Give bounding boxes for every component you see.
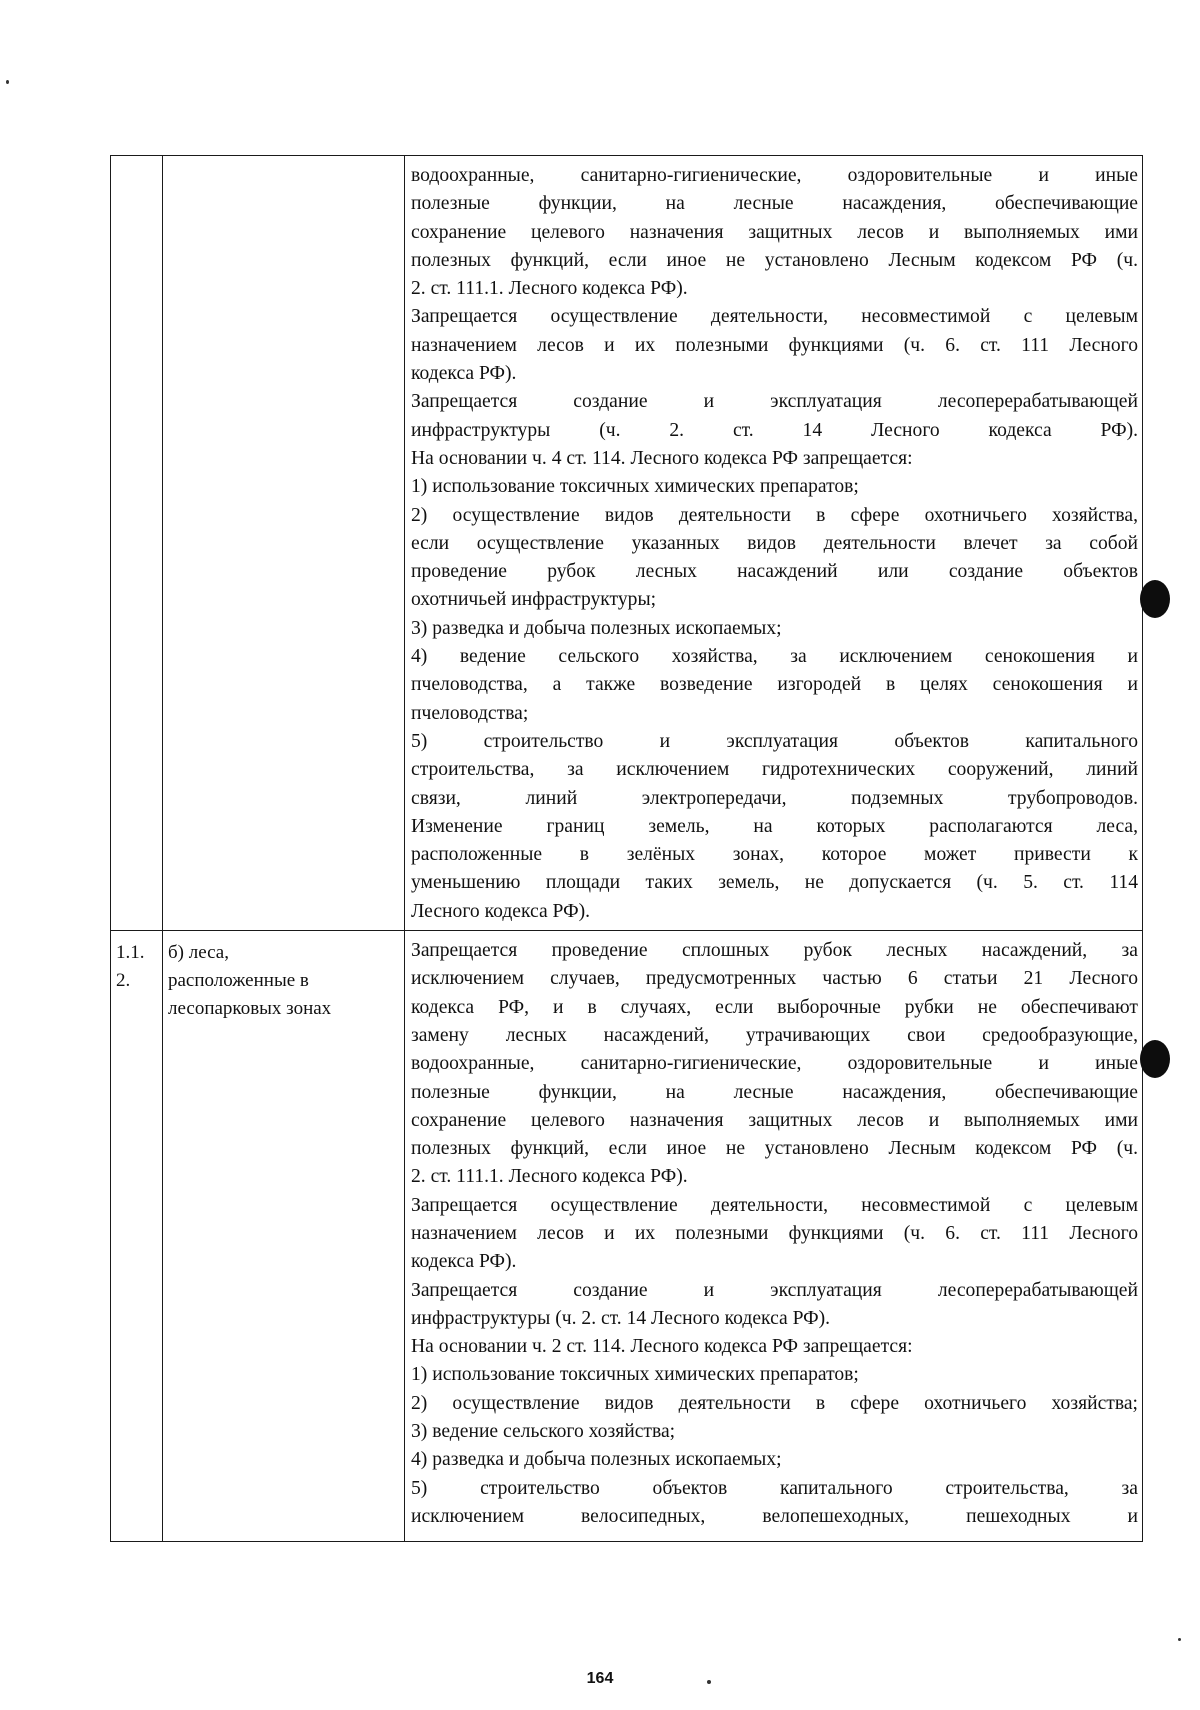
text-line: замену лесных насаждений, утрачивающих свои средообразующие,	[411, 1024, 1138, 1046]
text-line: инфраструктуры (ч. 2. ст. 14 Лесного кодекса РФ).	[411, 419, 1138, 441]
scan-speck	[6, 80, 9, 84]
text-line: исключением велосипедных, велопешеходных, пешеходных и	[411, 1505, 1138, 1527]
text-line: Запрещается осуществление деятельности, несовместимой с целевым	[411, 1194, 1138, 1216]
text-line: На основании ч. 4 ст. 114. Лесного кодекса РФ запрещается:	[411, 447, 913, 469]
text-line: охотничьей инфраструктуры;	[411, 589, 657, 611]
text-line: 4) ведение сельского хозяйства, за исключением сенокошения и	[411, 646, 1138, 668]
text-line: Лесного кодекса РФ).	[411, 900, 591, 922]
text-line: На основании ч. 2 ст. 114. Лесного кодекса РФ запрещается:	[411, 1336, 913, 1358]
text-line: если осуществление указанных видов деятельности влечет за собой	[411, 532, 1138, 554]
text-line: 2) осуществление видов деятельности в сфере охотничьего хозяйства,	[411, 504, 1138, 526]
table-row	[111, 931, 1143, 1542]
text-line: 4) разведка и добыча полезных ископаемых;	[411, 1449, 782, 1471]
text-line: Запрещается проведение сплошных рубок лесных насаждений, за	[411, 940, 1138, 962]
text-line: водоохранные, санитарно-гигиенические, оздоровительные и иные	[411, 165, 1138, 186]
text-line: сохранение целевого назначения защитных лесов и выполняемых ими	[411, 1109, 1138, 1131]
category-name-line: лесопарковых зонах	[168, 998, 332, 1020]
text-line: 2. ст. 111.1. Лесного кодекса РФ).	[411, 278, 688, 300]
text-line: 5) строительство объектов капитального строительства, за	[411, 1477, 1138, 1499]
category-name-line: б) леса,	[168, 942, 229, 964]
text-line: назначением лесов и их полезными функциями (ч. 6. ст. 111 Лесного	[411, 1222, 1138, 1244]
text-line: сохранение целевого назначения защитных лесов и выполняемых ими	[411, 221, 1138, 243]
text-line: кодекса РФ).	[411, 1251, 517, 1273]
page-number: 164	[586, 1670, 614, 1687]
row-number-cell	[111, 156, 163, 931]
row-number-cell	[111, 931, 163, 1542]
text-line: исключением случаев, предусмотренных частью 6 статьи 21 Лесного	[411, 968, 1138, 990]
text-line: 2) осуществление видов деятельности в сфере охотничьего хозяйства;	[411, 1392, 1138, 1414]
text-line: кодекса РФ).	[411, 363, 517, 385]
text-line: Запрещается создание и эксплуатация лесоперерабатывающей	[411, 1279, 1138, 1301]
forest-category-cell	[163, 931, 405, 1542]
text-line: полезные функции, на лесные насаждения, обеспечивающие	[411, 1081, 1138, 1103]
text-line: Изменение границ земель, на которых располагаются леса,	[411, 815, 1138, 837]
text-line: расположенные в зелёных зонах, которое может привести к	[411, 844, 1138, 866]
text-line: связи, линий электропередачи, подземных трубопроводов.	[411, 787, 1138, 809]
text-line: назначением лесов и их полезными функциями (ч. 6. ст. 111 Лесного	[411, 334, 1138, 356]
regulation-table	[110, 155, 1143, 1542]
text-line: кодекса РФ, и в случаях, если выборочные рубки не обеспечивают	[411, 996, 1138, 1018]
text-line: полезные функции, на лесные насаждения, обеспечивающие	[411, 193, 1138, 215]
text-line: Запрещается осуществление деятельности, несовместимой с целевым	[411, 306, 1138, 328]
text-line: уменьшению площади таких земель, не допускается (ч. 5. ст. 114	[411, 872, 1138, 894]
table-row	[111, 156, 1143, 931]
text-line: 3) ведение сельского хозяйства;	[411, 1421, 676, 1443]
text-line: полезных функций, если иное не установлено Лесным кодексом РФ (ч.	[411, 1138, 1138, 1160]
text-line: 3) разведка и добыча полезных ископаемых;	[411, 617, 782, 639]
text-line: Запрещается создание и эксплуатация лесоперерабатывающей	[411, 391, 1138, 413]
text-line: 1) использование токсичных химических препаратов;	[411, 1364, 859, 1386]
row-number-part: 1.1.	[116, 942, 145, 964]
text-line: строительства, за исключением гидротехнических сооружений, линий	[411, 759, 1138, 781]
text-line: водоохранные, санитарно-гигиенические, оздоровительные и иные	[411, 1053, 1138, 1075]
restrictions-text-cell	[405, 931, 1143, 1542]
scan-speck	[1178, 1638, 1181, 1641]
text-line: инфраструктуры (ч. 2. ст. 14 Лесного кодекса РФ).	[411, 1307, 831, 1329]
scan-speck	[707, 1680, 711, 1684]
text-line: пчеловодства;	[411, 702, 529, 724]
text-line: пчеловодства, а также возведение изгородей в целях сенокошения и	[411, 674, 1138, 696]
category-name-line: расположенные в	[168, 970, 309, 992]
forest-category-cell	[163, 156, 405, 931]
text-line: 5) строительство и эксплуатация объектов капитального	[411, 730, 1138, 752]
text-line: проведение рубок лесных насаждений или создание объектов	[411, 561, 1138, 583]
restrictions-text-cell	[405, 156, 1143, 931]
punch-hole-mark	[1140, 580, 1170, 618]
text-line: 2. ст. 111.1. Лесного кодекса РФ).	[411, 1166, 688, 1188]
text-line: 1) использование токсичных химических препаратов;	[411, 476, 859, 498]
punch-hole-mark	[1140, 1040, 1170, 1078]
row-number-part: 2.	[116, 970, 131, 992]
text-line: полезных функций, если иное не установлено Лесным кодексом РФ (ч.	[411, 249, 1138, 271]
